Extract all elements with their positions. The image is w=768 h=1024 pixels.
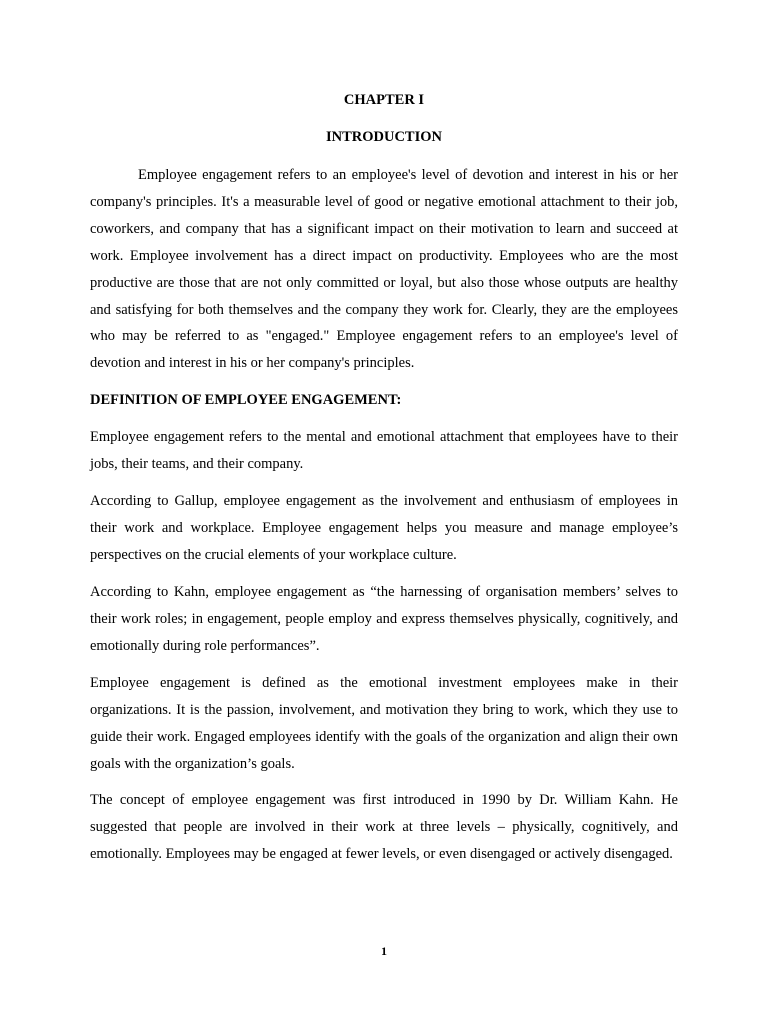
chapter-label: CHAPTER I — [343, 92, 425, 108]
paragraph-5: The concept of employee engagement was first introduced in 1990 by Dr. William Kahn. He suggested that people are involved in their work at three levels – physically, cognitively, and emotionally. Employees may be engaged at fewer levels, or even disengaged or actively disengaged. — [90, 792, 678, 862]
intro-paragraph: Employee engagement refers to an employee's level of devotion and interest in his or her company's principles. It's a measurable level of good or negative emotional attachment to their job, coworkers, and company that has a significant impact on their motivation to learn and succeed at work. Employee involvement has a direct impact on productivity. Employees who are the most productive are those that are not only committed or loyal, but also those whose outputs are healthy and satisfying for both themselves and the company they work for. Clearly, they are the employees who may be referred to as "engaged." Employee engagement refers to an employee's level of devotion and interest in his or her company's principles. — [90, 167, 678, 372]
definition-heading: DEFINITION OF EMPLOYEE ENGAGEMENT: — [90, 392, 402, 408]
chapter-title: INTRODUCTION — [325, 129, 442, 145]
page-number: 1 — [381, 944, 387, 958]
paragraph-2: According to Gallup, employee engagement as the involvement and enthusiasm of employees in their work and workplace. Employee engagement helps you measure and manage employee’s perspectives on the crucial elements of your workplace culture. — [90, 493, 678, 563]
paragraph-3: According to Kahn, employee engagement as “the harnessing of organisation members’ selves to their work roles; in engagement, people employ and express themselves physically, cognitively, and emotionally during role performances”. — [90, 584, 678, 654]
paragraph-4: Employee engagement is defined as the emotional investment employees make in their organizations. It is the passion, involvement, and motivation they bring to work, which they use to guide their work. Engaged employees identify with the goals of the organization and align their own goals with the organization’s goals. — [90, 675, 678, 772]
paragraph-1: Employee engagement refers to the mental and emotional attachment that employees have to their jobs, their teams, and their company. — [90, 429, 678, 472]
